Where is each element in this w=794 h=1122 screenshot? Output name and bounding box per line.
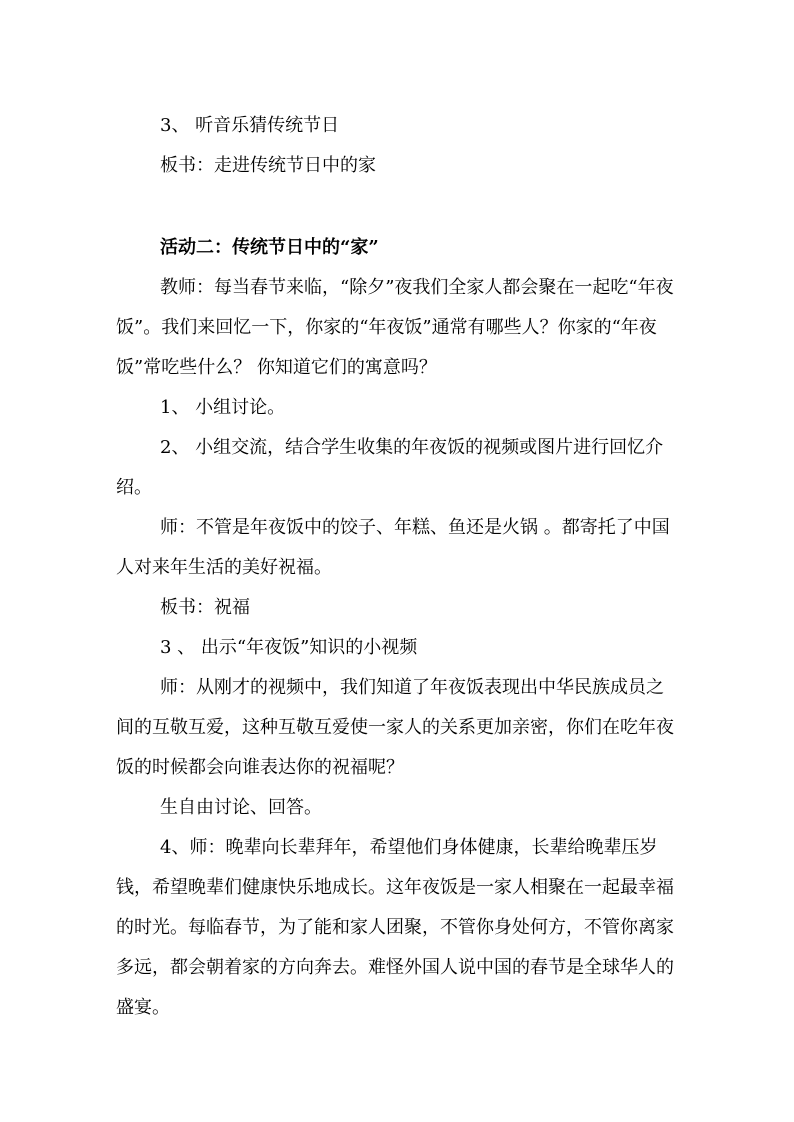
section-heading: 活动二：传统节日中的“家” [160, 237, 379, 258]
paragraph-group-exchange: 2、 小组交流，结合学生收集的年夜饭的视频或图片进行回忆介绍。 [116, 437, 664, 498]
section-gap [160, 186, 680, 228]
paragraph-show-video: 3 、 出示“年夜饭”知识的小视频 [160, 637, 418, 658]
document-body [116, 106, 680, 1028]
paragraph-board-blessing: 板书：祝福 [160, 597, 250, 618]
paragraph-listen-music: 3、 听音乐猜传统节日 [160, 115, 340, 136]
paragraph-board-title: 板书：走进传统节日中的家 [160, 155, 376, 176]
paragraph-teacher-blessing: 师：不管是年夜饭中的饺子、年糕、鱼还是火锅 。都寄托了中国人对来年生活的美好祝福。 [116, 517, 670, 578]
paragraph-student-discussion: 生自由讨论、回答。 [160, 797, 322, 818]
paragraph-group-discussion: 1、 小组讨论。 [160, 397, 286, 418]
paragraph-teacher-intro: 教师：每当春节来临，“除夕”夜我们全家人都会聚在一起吃“年夜饭”。我们来回忆一下，你家的“年夜饭”通常有哪些人？你家的“年夜饭”常吃些什么？ 你知道它们的寓意吗？ [116, 277, 674, 378]
paragraph-teacher-new-year: 4、师：晚辈向长辈拜年，希望他们身体健康，长辈给晚辈压岁钱，希望晚辈们健康快乐地成长。这年夜饭是一家人相聚在一起最幸福的时光。每临春节，为了能和家人团聚，不管你身处何方，不管你离家多远，都会朝着家的方向奔去。难怪外国人说中国的春节是全球华人的盛宴。 [116, 837, 674, 1018]
paragraph-teacher-video: 师：从刚才的视频中，我们知道了年夜饭表现出中华民族成员之间的互敬互爱，这种互敬互爱使一家人的关系更加亲密，你们在吃年夜饭的时候都会向谁表达你的祝福呢？ [116, 677, 674, 778]
